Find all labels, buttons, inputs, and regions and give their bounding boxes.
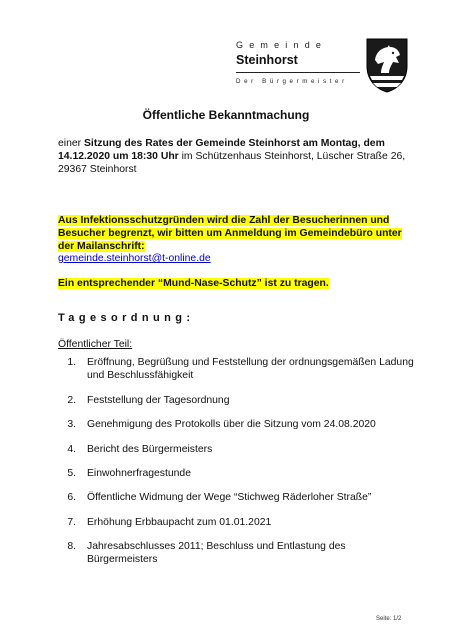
agenda-item-text: Genehmigung des Protokolls über die Sitzung vom 24.08.2020 (87, 419, 376, 430)
intro-paragraph (58, 137, 418, 176)
agenda-item-number: 1. (67, 357, 76, 368)
agenda-heading: Tagesordnung: (58, 312, 195, 324)
page-title: Öffentliche Bekanntmachung (142, 108, 310, 122)
mask-notice (58, 277, 418, 290)
letterhead-gemeinde: Gemeinde (236, 40, 328, 50)
registration-notice-text: Aus Infektionsschutzgründen wird die Zahl der Besucherinnen und Besucher begrenzt, wir bitten um Anmeldung im Gemeindebüro unter der Mailanschrift: (58, 215, 402, 252)
intro-meeting-date: Sitzung des Rates der Gemeinde Steinhorst am Montag, dem 14.12.2020 um 18:30 Uhr (58, 138, 385, 162)
letterhead-subtitle: Der Bürgermeister (236, 78, 348, 85)
coat-of-arms-icon (364, 36, 410, 94)
intro-prefix: einer (58, 138, 84, 149)
letterhead-rule (236, 72, 360, 73)
agenda-item-text: Öffentliche Widmung der Wege “Stichweg Räderloher Straße” (87, 492, 372, 503)
mask-notice-text: Ein entsprechender “Mund-Nase-Schutz” ist zu tragen. (58, 278, 329, 289)
page-number: Seite: 1/2 (376, 616, 402, 622)
intro-location: im Schützenhaus Steinhorst, Lüscher Straße 26, 29367 Steinhorst (58, 151, 406, 175)
agenda-item-text: Erhöhung Erbbaupacht zum 01.01.2021 (87, 517, 272, 528)
agenda-item-number: 5. (67, 468, 76, 479)
agenda-item-text: Einwohnerfragestunde (87, 468, 191, 479)
email-link[interactable]: gemeinde.steinhorst@t-online.de (58, 253, 211, 264)
agenda-item-number: 4. (67, 444, 76, 455)
agenda-item-text: Bericht des Bürgermeisters (87, 444, 213, 455)
registration-notice (58, 214, 418, 253)
agenda-item-number: 6. (67, 492, 76, 503)
agenda-item-text: Eröffnung, Begrüßung und Feststellung der ordnungsgemäßen Ladung und Beschlussfähigkeit (87, 357, 414, 381)
letterhead-name: Steinhorst (236, 53, 298, 67)
agenda-item-number: 3. (67, 419, 76, 430)
agenda-item-number: 2. (67, 395, 76, 406)
agenda-item-text: Feststellung der Tagesordnung (87, 395, 230, 406)
public-part-heading: Öffentlicher Teil: (58, 339, 133, 350)
agenda-item-text: Jahresabschlusses 2011; Beschluss und Entlastung des Bürgermeisters (87, 541, 346, 565)
agenda-item-number: 8. (67, 541, 76, 552)
agenda-item-number: 7. (67, 517, 76, 528)
email-line (58, 252, 418, 265)
